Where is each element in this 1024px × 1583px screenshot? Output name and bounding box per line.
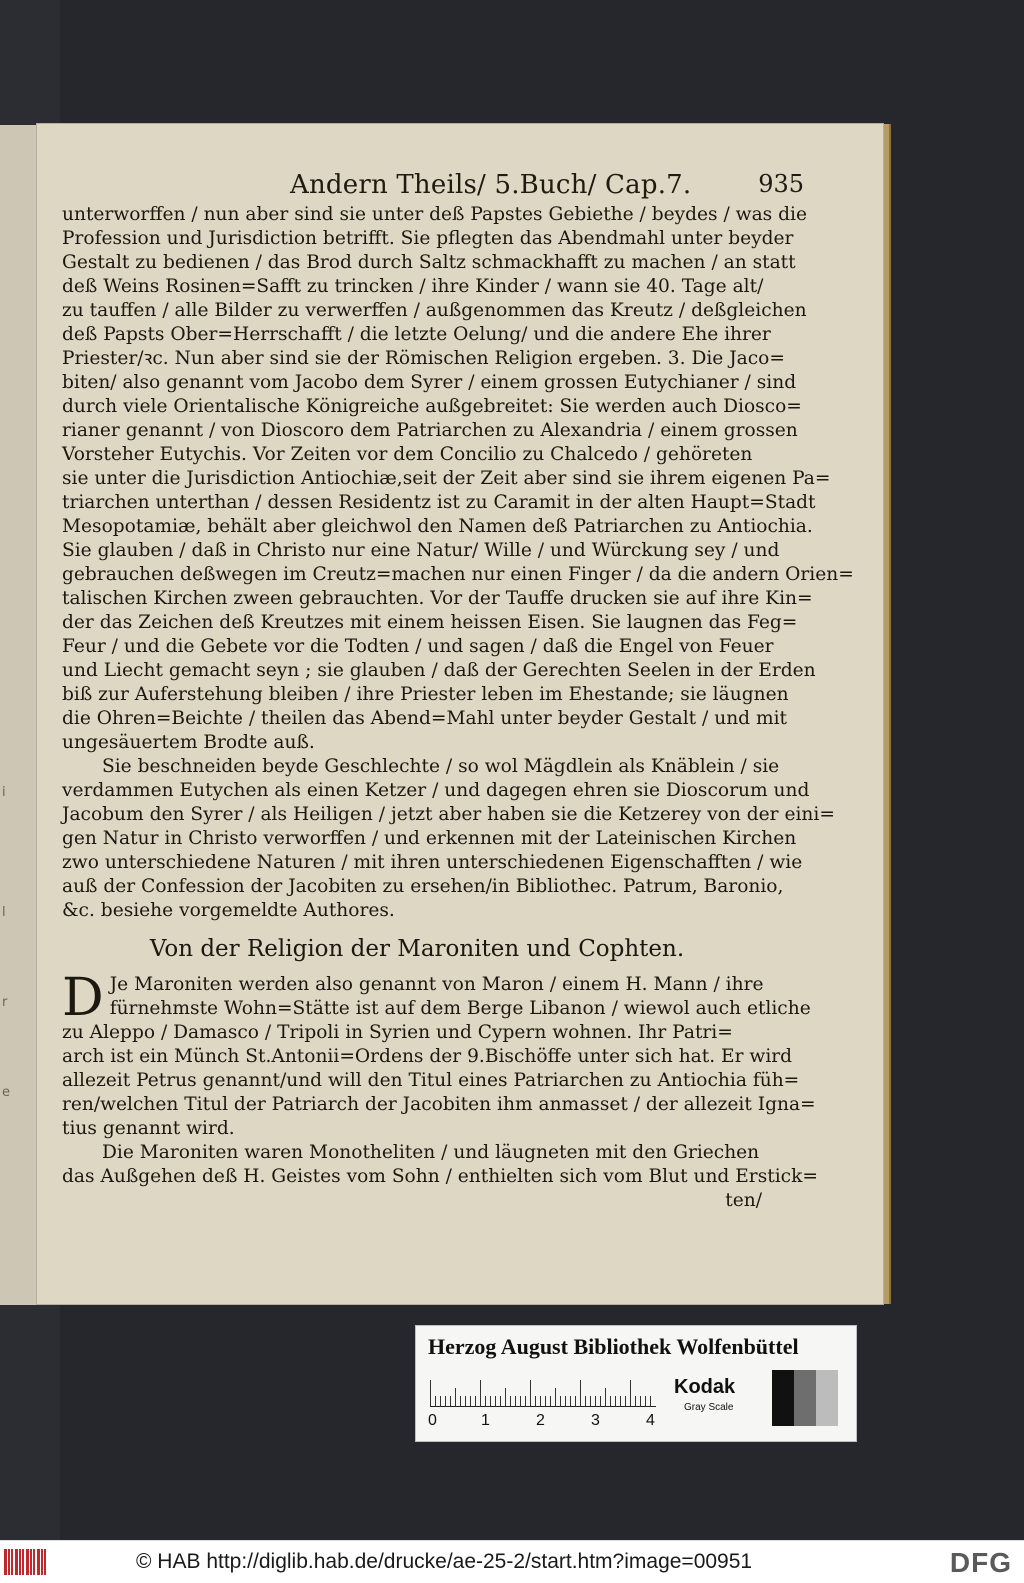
text-line: tius genannt wird. (62, 1118, 235, 1139)
ruler-tick (600, 1396, 601, 1406)
ruler-tick (525, 1396, 526, 1406)
page-header (266, 170, 826, 204)
ruler-tick (625, 1396, 626, 1406)
logo-bar (26, 1549, 29, 1575)
logo-bar (37, 1549, 40, 1575)
ruler-tick (500, 1396, 501, 1406)
text-line: fürnehmste Wohn=Stätte ist auf dem Berge Libanon / wiewol auch etliche (109, 998, 811, 1019)
logo-bar (41, 1549, 43, 1575)
ruler-tick (515, 1396, 516, 1406)
text-line: biten/ also genannt vom Jacobo dem Syrer / einem grossen Eutychianer / sind (62, 372, 797, 393)
ruler-tick (540, 1396, 541, 1406)
ruler-label: 3 (591, 1412, 600, 1429)
ruler-tick (440, 1396, 441, 1406)
ruler-label: 2 (536, 1412, 545, 1429)
ruler-tick (645, 1396, 646, 1406)
logo-bar (44, 1549, 46, 1575)
ruler-tick (465, 1396, 466, 1406)
ruler-tick (535, 1396, 536, 1406)
logo-bar (8, 1549, 10, 1575)
section-heading: Von der Religion der Maroniten und Cophten. (149, 936, 685, 962)
paragraph (62, 203, 854, 755)
main-text (62, 203, 854, 1213)
paragraph (62, 1141, 818, 1189)
ruler-tick (570, 1396, 571, 1406)
text-line: gen Natur in Christo verworffen / und erkennen mit der Lateinischen Kirchen (62, 828, 797, 849)
text-line: Gestalt zu bedienen / das Brod durch Saltz schmackhafft zu machen / an statt (62, 252, 796, 273)
ruler-tick (565, 1396, 566, 1406)
logo-bar (22, 1549, 24, 1575)
logo-bar (15, 1549, 18, 1575)
text-line: biß zur Auferstehung bleiben / ihre Priester leben im Ehestande; sie läugnen (62, 684, 789, 705)
ruler-tick (585, 1396, 586, 1406)
logo-bar (4, 1549, 7, 1575)
text-line: triarchen unterthan / dessen Residentz ist zu Caramit in der alten Haupt=Stadt (62, 492, 816, 513)
library-logo-icon (4, 1549, 48, 1575)
page-number: 935 (758, 170, 804, 198)
ruler-tick (640, 1396, 641, 1406)
card-title: Herzog August Bibliothek Wolfenbüttel (428, 1334, 799, 1359)
text-line: gebrauchen deßwegen im Creutz=machen nur einen Finger / da die andern Orien= (62, 564, 854, 585)
ruler-label: 0 (428, 1412, 437, 1429)
ruler-tick (435, 1396, 436, 1406)
text-line: Profession und Jurisdiction betrifft. Sie pflegten das Abendmahl unter beyder (62, 228, 794, 249)
ruler-tick (485, 1396, 486, 1406)
ruler-tick (490, 1396, 491, 1406)
left-page-mark: e (2, 1085, 10, 1100)
text-line: Jacobum den Syrer / als Heiligen / jetzt aber haben sie die Ketzerey von der eini= (62, 804, 835, 825)
text-line: verdammen Eutychen als einen Ketzer / und dagegen ehren sie Dioscorum und (62, 780, 810, 801)
ruler-tick (590, 1396, 591, 1406)
ruler-label: 4 (646, 1412, 655, 1429)
ruler-tick (620, 1396, 621, 1406)
copyright-link[interactable]: © HAB http://diglib.hab.de/drucke/ae-25-2/start.htm?image=00951 (136, 1550, 753, 1573)
text-line: talischen Kirchen zween gebrauchten. Vor der Tauffe drucken sie auf ihre Kin= (62, 588, 813, 609)
logo-bar (30, 1549, 32, 1575)
text-line: Die Maroniten waren Monotheliten / und läugneten mit den Griechen (102, 1142, 760, 1163)
ruler-tick (475, 1396, 476, 1406)
ruler-tick (560, 1396, 561, 1406)
text-line: rianer genannt / von Dioscoro dem Patriarchen zu Alexandria / einem grossen (62, 420, 798, 441)
kodak-label: Kodak (674, 1376, 736, 1398)
text-line: unterworffen / nun aber sind sie unter deß Papstes Gebiethe / beydes / was die (62, 204, 807, 225)
gray-swatch-dark (772, 1370, 794, 1426)
ruler-tick (580, 1380, 581, 1406)
ruler-tick (455, 1388, 456, 1406)
text-line: Sie glauben / daß in Christo nur eine Natur/ Wille / und Würckung sey / und (62, 540, 780, 561)
gray-swatch-light (816, 1370, 838, 1426)
ruler-tick (555, 1388, 556, 1406)
text-line: zu tauffen / alle Bilder zu verwerffen / außgenommen das Kreutz / deßgleichen (62, 300, 807, 321)
ruler-tick (650, 1396, 651, 1406)
text-line: deß Papsts Ober=Herrschafft / die letzte Oelung/ und die andere Ehe ihrer (62, 324, 771, 345)
text-line: das Außgehen deß H. Geistes vom Sohn / enthielten sich vom Blut und Erstick= (62, 1166, 818, 1187)
text-line: Mesopotamiæ, behält aber gleichwol den Namen deß Patriarchen zu Antiochia. (62, 516, 813, 537)
text-line: Sie beschneiden beyde Geschlechte / so wol Mägdlein als Knäblein / sie (102, 756, 780, 777)
ruler-tick (430, 1380, 431, 1406)
text-line: ungesäuertem Brodte auß. (62, 732, 315, 753)
text-line: allezeit Petrus genannt/und will den Titul eines Patriarchen zu Antiochia füh= (62, 1070, 800, 1091)
text-line: und Liecht gemacht seyn ; sie glauben / daß der Gerechten Seelen in der Erden (62, 660, 816, 681)
text-line: Je Maroniten werden also genannt von Maron / einem H. Mann / ihre (109, 974, 764, 995)
ruler-tick (595, 1396, 596, 1406)
logo-bar (11, 1549, 13, 1575)
ruler-tick (520, 1396, 521, 1406)
text-line: durch viele Orientalische Königreiche außgebreitet: Sie werden auch Diosco= (62, 396, 802, 417)
text-line: arch ist ein Münch St.Antonii=Ordens der 9.Bischöffe unter sich hat. Er wird (62, 1046, 793, 1067)
text-line: sie unter die Jurisdiction Antiochiæ,seit der Zeit aber sind sie ihrem eigenen Pa= (62, 468, 831, 489)
left-page-mark: i (2, 785, 6, 800)
ruler-tick (615, 1396, 616, 1406)
ruler-tick (480, 1380, 481, 1406)
ruler-tick (495, 1396, 496, 1406)
book-page (36, 123, 884, 1305)
text-line: zu Aleppo / Damasco / Tripoli in Syrien und Cypern wohnen. Ihr Patri= (62, 1022, 733, 1043)
dfg-logo: DFG (949, 1547, 1012, 1578)
ruler-tick (460, 1396, 461, 1406)
text-line: auß der Confession der Jacobiten zu ersehen/in Bibliothec. Patrum, Baronio, (62, 876, 784, 897)
text-line: Priester/ꝛc. Nun aber sind sie der Römischen Religion ergeben. 3. Die Jaco= (62, 348, 785, 369)
paragraph (62, 968, 816, 1141)
ruler-tick (470, 1396, 471, 1406)
logo-bar (19, 1549, 21, 1575)
ruler-tick (575, 1396, 576, 1406)
text-line: &c. besiehe vorgemeldte Authores. (62, 900, 395, 921)
ruler-tick (450, 1396, 451, 1406)
ruler-label: 1 (481, 1412, 490, 1429)
left-page-mark: l (2, 905, 6, 920)
drop-capital: D (62, 968, 104, 1028)
footer-bar (0, 1540, 1024, 1583)
ruler-tick (605, 1388, 606, 1406)
text-line: der das Zeichen deß Kreutzes mit einem heissen Eisen. Sie laugnen das Feg= (62, 612, 798, 633)
ruler-tick (505, 1388, 506, 1406)
ruler-tick (635, 1396, 636, 1406)
ruler-tick (530, 1380, 531, 1406)
catchword: ten/ (725, 1190, 762, 1211)
text-line: Vorsteher Eutychis. Vor Zeiten vor dem Concilio zu Chalcedo / gehöreten (62, 444, 753, 465)
text-line: die Ohren=Beichte / theilen das Abend=Mahl unter beyder Gestalt / und mit (62, 708, 788, 729)
text-line: ren/welchen Titul der Patriarch der Jacobiten ihm anmasset / der allezeit Igna= (62, 1094, 816, 1115)
paragraph (62, 755, 835, 923)
text-line: deß Weins Rosinen=Safft zu trincken / ihre Kinder / wann sie 40. Tage alt/ (62, 276, 764, 297)
ruler-tick (550, 1396, 551, 1406)
ruler-tick (445, 1396, 446, 1406)
text-line: zwo unterschiedene Naturen / mit ihren unterschiedenen Eigenschafften / wie (62, 852, 803, 873)
ruler-tick (510, 1396, 511, 1406)
color-calibration-card (415, 1325, 857, 1442)
text-line: Feur / und die Gebete vor die Todten / und sagen / daß die Engel von Feuer (62, 636, 774, 657)
measurement-ruler (430, 1380, 656, 1407)
gray-swatch-mid (794, 1370, 816, 1426)
ruler-tick (630, 1380, 631, 1406)
gray-scale-label: Gray Scale (684, 1402, 734, 1413)
running-head: Andern Theils/ 5.Buch/ Cap.7. (290, 170, 692, 200)
ruler-tick (610, 1396, 611, 1406)
logo-bar (33, 1549, 35, 1575)
ruler-tick (545, 1396, 546, 1406)
left-page-mark: r (2, 995, 8, 1010)
